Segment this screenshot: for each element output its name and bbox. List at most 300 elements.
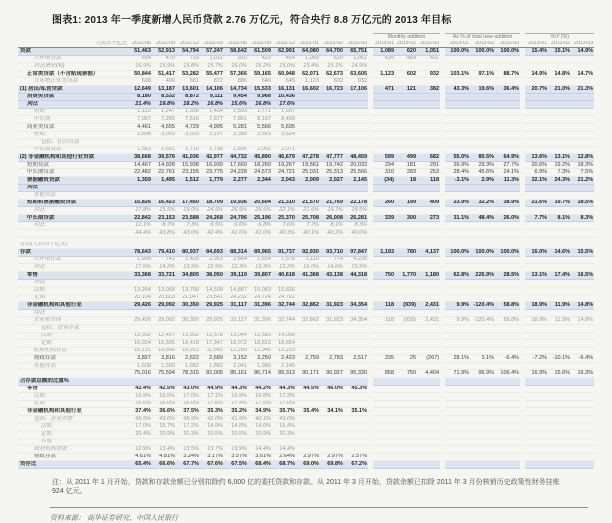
- data-cell: [548, 446, 571, 454]
- table-row: [18, 101, 594, 109]
- data-cell: 12.3%: [224, 264, 248, 272]
- data-cell: [548, 385, 571, 393]
- data-cell: [470, 446, 495, 454]
- data-cell: [470, 256, 495, 264]
- data-cell: 46.0%: [320, 385, 344, 393]
- data-cell: [470, 78, 495, 86]
- table-row: [18, 176, 594, 184]
- data-cell: 1,682: [176, 362, 200, 370]
- data-cell: 48.4%: [470, 214, 495, 222]
- data-cell: [417, 93, 440, 101]
- data-cell: [548, 362, 571, 370]
- data-cell: [470, 139, 495, 147]
- data-cell: 8.3%: [571, 214, 594, 222]
- data-cell: [445, 139, 470, 147]
- data-cell: [373, 63, 395, 71]
- data-cell: [445, 438, 470, 446]
- data-cell: 15.4%: [296, 63, 320, 71]
- data-cell: [128, 242, 152, 249]
- data-cell: 1,122: [128, 108, 152, 116]
- data-cell: 13,264: [128, 287, 152, 295]
- data-cell: 44.2%: [248, 385, 272, 393]
- data-cell: 13,601: [176, 86, 200, 94]
- data-cell: [470, 347, 495, 355]
- data-cell: 100.0%: [445, 48, 470, 56]
- data-cell: 25.5%: [248, 207, 272, 215]
- data-cell: 40.1%: [296, 230, 320, 238]
- table-row: [18, 86, 594, 94]
- data-cell: 24,792: [272, 294, 296, 302]
- group-header: YoY (%): [525, 34, 594, 41]
- data-cell: 23,775: [200, 169, 224, 177]
- data-cell: 260: [373, 199, 395, 207]
- data-cell: 35.4%: [296, 408, 320, 416]
- data-cell: [320, 400, 344, 408]
- data-cell: 23,153: [152, 214, 176, 222]
- data-cell: 30,350: [176, 302, 200, 310]
- data-cell: 18,654: [272, 340, 296, 348]
- data-cell: [344, 287, 368, 295]
- data-cell: 118: [373, 317, 395, 325]
- data-cell: [470, 63, 495, 71]
- table-row: [18, 70, 594, 78]
- data-cell: [373, 131, 395, 139]
- data-cell: [296, 423, 320, 431]
- data-cell: [470, 408, 495, 416]
- data-cell: 39,119: [224, 271, 248, 279]
- data-cell: 25,196: [248, 214, 272, 222]
- data-cell: 12.1%: [128, 222, 152, 230]
- row-label: 同比: [18, 264, 128, 272]
- data-cell: 32,744: [272, 302, 296, 310]
- data-cell: 58.8%: [495, 302, 520, 310]
- data-cell: 16,423: [152, 199, 176, 207]
- data-cell: [495, 279, 520, 287]
- data-cell: 25,031: [296, 169, 320, 177]
- data-cell: [525, 362, 548, 370]
- data-cell: [272, 192, 296, 200]
- data-cell: [373, 385, 395, 393]
- data-cell: [344, 446, 368, 454]
- data-cell: 14.4%: [248, 446, 272, 454]
- data-cell: [470, 131, 495, 139]
- data-cell: [373, 438, 395, 446]
- data-cell: [373, 287, 395, 295]
- data-cell: 42,977: [200, 154, 224, 162]
- data-cell: [525, 192, 548, 200]
- data-cell: 21,570: [296, 199, 320, 207]
- data-cell: [548, 438, 571, 446]
- data-cell: [417, 423, 440, 431]
- data-cell: [525, 131, 548, 139]
- data-cell: [548, 264, 571, 272]
- data-cell: [571, 378, 594, 386]
- data-cell: [296, 347, 320, 355]
- column-header: 2011-12: [176, 41, 200, 48]
- data-cell: 34.1%: [320, 408, 344, 416]
- data-cell: 26,281: [344, 214, 368, 222]
- data-cell: 44.4%: [128, 230, 152, 238]
- data-cell: [548, 431, 571, 439]
- data-cell: [320, 116, 344, 124]
- row-label: 非金融机构和其他行业: [18, 302, 128, 310]
- data-cell: [373, 378, 395, 386]
- row-label: (2) 非金融机构和其他行业贷款: [18, 154, 128, 162]
- column-header: 2013-01: [525, 41, 548, 48]
- data-cell: [417, 108, 440, 116]
- data-cell: 3.61%: [248, 453, 272, 461]
- data-cell: [525, 408, 548, 416]
- data-cell: [128, 438, 152, 446]
- data-cell: [445, 446, 470, 454]
- table-row: [18, 123, 594, 131]
- data-cell: 44,318: [344, 271, 368, 279]
- data-cell: 16.8%: [248, 393, 272, 401]
- data-cell: 23,541: [200, 294, 224, 302]
- data-cell: 15,533: [248, 86, 272, 94]
- data-cell: 8,872: [176, 93, 200, 101]
- data-cell: 1,770: [395, 271, 417, 279]
- data-cell: 5,566: [248, 123, 272, 131]
- source-divider: [50, 507, 588, 523]
- data-cell: [248, 139, 272, 147]
- column-header: 2012-09: [248, 41, 272, 48]
- data-cell: 34.9%: [248, 408, 272, 416]
- data-cell: [395, 362, 417, 370]
- data-cell: 13.1%: [525, 271, 548, 279]
- report-page: [0, 11, 612, 522]
- data-cell: [373, 93, 395, 101]
- data-cell: 51,463: [128, 48, 152, 56]
- data-cell: 24.1%: [495, 169, 520, 177]
- data-cell: 24,721: [272, 169, 296, 177]
- data-cell: 1,593: [224, 108, 248, 116]
- table-row: [18, 393, 594, 401]
- data-cell: [445, 408, 470, 416]
- data-cell: [495, 93, 520, 101]
- data-cell: [344, 438, 368, 446]
- row-label: 存款: [18, 249, 128, 257]
- data-cell: [296, 431, 320, 439]
- data-cell: [445, 116, 470, 124]
- data-cell: 88.7%: [495, 70, 520, 78]
- data-cell: [445, 146, 470, 154]
- data-cell: 2,431: [417, 302, 440, 310]
- data-cell: 19,267: [272, 161, 296, 169]
- data-cell: [344, 378, 368, 386]
- data-cell: [296, 324, 320, 332]
- data-cell: 28.5%: [495, 271, 520, 279]
- column-header: 2011-06: [128, 41, 152, 48]
- data-cell: [548, 309, 571, 317]
- row-label: 包括：企业存款: [18, 415, 128, 423]
- data-cell: [571, 146, 594, 154]
- data-cell: 97,847: [344, 249, 368, 257]
- table-row: [18, 161, 594, 169]
- data-cell: [470, 400, 495, 408]
- data-cell: 3,563: [248, 131, 272, 139]
- data-cell: 28.4%: [445, 169, 470, 177]
- table-row: [18, 294, 594, 302]
- data-cell: 3.1%: [470, 355, 495, 363]
- data-cell: [525, 332, 548, 340]
- data-cell: 24.5%: [200, 207, 224, 215]
- data-cell: 15.6%: [224, 101, 248, 109]
- data-cell: 44.3%: [224, 385, 248, 393]
- data-cell: [445, 230, 470, 238]
- data-cell: [445, 461, 470, 469]
- data-cell: [445, 131, 470, 139]
- data-cell: 8,499: [272, 116, 296, 124]
- data-cell: [495, 294, 520, 302]
- data-cell: [525, 287, 548, 295]
- data-cell: [495, 461, 520, 469]
- column-header: 2012-06: [224, 41, 248, 48]
- row-label: 活期: [18, 423, 128, 431]
- row-label: 定期: [18, 400, 128, 408]
- data-cell: 10,436: [272, 93, 296, 101]
- data-cell: 1,123: [296, 78, 320, 86]
- data-cell: 40.3%: [272, 230, 296, 238]
- data-cell: 1,578: [272, 256, 296, 264]
- data-cell: 4.61%: [128, 453, 152, 461]
- data-cell: [320, 192, 344, 200]
- data-cell: 89,965: [248, 249, 272, 257]
- data-cell: -120.4%: [470, 302, 495, 310]
- data-cell: 16.0%: [525, 249, 548, 257]
- data-cell: [152, 192, 176, 200]
- data-cell: 20.9%: [248, 431, 272, 439]
- data-cell: 6.8%: [248, 222, 272, 230]
- data-cell: 1,356: [176, 108, 200, 116]
- column-header: 2013-01: [374, 40, 395, 47]
- data-cell: 13.3%: [248, 264, 272, 272]
- data-cell: 3.57%: [224, 453, 248, 461]
- data-cell: [248, 438, 272, 446]
- data-cell: [320, 438, 344, 446]
- data-cell: 17.4%: [548, 271, 571, 279]
- data-cell: 43.3%: [445, 86, 470, 94]
- data-cell: 29,925: [200, 317, 224, 325]
- data-cell: 14,467: [128, 161, 152, 169]
- data-cell: 13,044: [224, 332, 248, 340]
- data-cell: [224, 378, 248, 386]
- data-cell: 7.6%: [272, 222, 296, 230]
- row-label: 票据融资贷款: [18, 176, 128, 184]
- data-cell: [152, 279, 176, 287]
- data-cell: [495, 431, 520, 439]
- table-row: [18, 139, 594, 147]
- data-cell: [445, 340, 470, 348]
- data-cell: [395, 256, 417, 264]
- data-cell: [200, 378, 224, 386]
- data-cell: 30,350: [176, 317, 200, 325]
- data-cell: 16.0%: [224, 63, 248, 71]
- data-cell: 58,642: [224, 48, 248, 56]
- data-cell: [445, 400, 470, 408]
- data-cell: [344, 340, 368, 348]
- data-cell: 20.6%: [525, 161, 548, 169]
- data-cell: [548, 340, 571, 348]
- data-cell: 22,178: [344, 199, 368, 207]
- row-label: 同比: [18, 309, 128, 317]
- data-cell: [495, 63, 520, 71]
- row-label: 同比: [18, 279, 128, 287]
- data-cell: [373, 408, 395, 416]
- data-cell: [548, 256, 571, 264]
- column-header: 2013-02: [320, 41, 344, 48]
- data-cell: [320, 93, 344, 101]
- data-cell: [417, 309, 440, 317]
- data-cell: [548, 230, 571, 238]
- data-cell: [571, 207, 594, 215]
- data-cell: 35.7%: [272, 408, 296, 416]
- row-label: 短期: [18, 131, 128, 139]
- data-cell: 431: [417, 55, 440, 63]
- data-cell: [395, 242, 417, 249]
- data-cell: 31,396: [248, 302, 272, 310]
- data-cell: [248, 192, 272, 200]
- data-cell: [395, 393, 417, 401]
- data-cell: [571, 242, 594, 249]
- data-cell: [296, 184, 320, 192]
- data-cell: 1,051: [417, 48, 440, 56]
- data-cell: [470, 294, 495, 302]
- data-cell: [200, 139, 224, 147]
- data-cell: 858: [373, 370, 395, 378]
- data-cell: 16.5%: [571, 271, 594, 279]
- data-cell: 24,796: [224, 214, 248, 222]
- data-cell: [373, 108, 395, 116]
- data-cell: 17.8%: [128, 207, 152, 215]
- data-cell: [224, 139, 248, 147]
- data-cell: [571, 184, 594, 192]
- data-cell: 18.2%: [176, 101, 200, 109]
- data-cell: 31,923: [320, 302, 344, 310]
- data-cell: 17.1%: [200, 393, 224, 401]
- data-cell: [495, 324, 520, 332]
- row-label: 财政存款: [18, 453, 128, 461]
- data-cell: 2,344: [248, 176, 272, 184]
- data-cell: [495, 264, 520, 272]
- data-cell: [395, 116, 417, 124]
- row-label: 中长期: [18, 116, 128, 124]
- data-cell: [470, 242, 495, 249]
- data-cell: [470, 453, 495, 461]
- data-cell: [176, 242, 200, 249]
- data-cell: 602: [320, 78, 344, 86]
- data-cell: 1,560: [152, 362, 176, 370]
- data-cell: [571, 385, 594, 393]
- table-row: [18, 431, 594, 439]
- table-row: [18, 249, 594, 257]
- data-cell: [395, 184, 417, 192]
- data-cell: 100.0%: [445, 249, 470, 257]
- table-row: [18, 192, 594, 200]
- data-cell: 26.5%: [224, 207, 248, 215]
- data-cell: [525, 453, 548, 461]
- data-cell: 40,618: [272, 271, 296, 279]
- data-cell: [495, 385, 520, 393]
- data-cell: [373, 222, 395, 230]
- data-cell: [272, 139, 296, 147]
- data-cell: [571, 294, 594, 302]
- table-row: [18, 63, 594, 71]
- data-cell: 27.5%: [248, 400, 272, 408]
- data-cell: 7.7%: [296, 222, 320, 230]
- data-cell: 599: [373, 154, 395, 162]
- data-cell: [296, 294, 320, 302]
- data-cell: [152, 378, 176, 386]
- data-cell: 48,459: [344, 154, 368, 162]
- data-cell: 310: [373, 169, 395, 177]
- data-cell: [445, 264, 470, 272]
- data-cell: [470, 340, 495, 348]
- data-cell: 14.8%: [571, 302, 594, 310]
- row-label: 定期: [18, 294, 128, 302]
- data-cell: 34,805: [176, 271, 200, 279]
- data-cell: [395, 340, 417, 348]
- data-cell: [548, 242, 571, 249]
- data-cell: [344, 415, 368, 423]
- data-cell: [320, 139, 344, 147]
- data-cell: [470, 385, 495, 393]
- data-cell: 24.3%: [548, 176, 571, 184]
- data-cell: [224, 324, 248, 332]
- data-cell: 199: [395, 199, 417, 207]
- data-cell: 2,689: [200, 355, 224, 363]
- data-cell: 13.9%: [224, 446, 248, 454]
- data-cell: 23.9%: [445, 199, 470, 207]
- data-cell: 2,517: [344, 355, 368, 363]
- data-cell: [445, 287, 470, 295]
- data-cell: 21.6%: [525, 199, 548, 207]
- data-cell: 3,152: [224, 355, 248, 363]
- data-cell: [417, 453, 440, 461]
- data-cell: 17,106: [344, 86, 368, 94]
- data-cell: 18.9%: [525, 302, 548, 310]
- data-cell: 13.5%: [176, 446, 200, 454]
- data-cell: 25.6%: [128, 400, 152, 408]
- data-cell: [224, 309, 248, 317]
- data-cell: [320, 431, 344, 439]
- data-cell: [152, 139, 176, 147]
- data-cell: [548, 408, 571, 416]
- data-cell: [395, 378, 417, 386]
- data-cell: [296, 116, 320, 124]
- data-cell: 15,083: [248, 287, 272, 295]
- data-cell: [373, 309, 395, 317]
- data-cell: [571, 63, 594, 71]
- data-cell: 44.3%: [272, 385, 296, 393]
- data-cell: 2,622: [176, 355, 200, 363]
- data-cell: [395, 207, 417, 215]
- data-cell: 21,047: [176, 294, 200, 302]
- data-cell: 15.0%: [272, 63, 296, 71]
- table-row: [18, 317, 594, 325]
- data-cell: 20,104: [128, 294, 152, 302]
- data-cell: 886: [224, 78, 248, 86]
- data-cell: 29,426: [128, 317, 152, 325]
- data-cell: 43.0%: [152, 415, 176, 423]
- data-cell: 32,744: [272, 317, 296, 325]
- data-cell: 733: [176, 55, 200, 63]
- data-cell: [495, 415, 520, 423]
- row-label: 非金融机构和其他行业: [18, 408, 128, 416]
- data-cell: [272, 324, 296, 332]
- row-label: 零售: [18, 271, 128, 279]
- data-cell: [395, 408, 417, 416]
